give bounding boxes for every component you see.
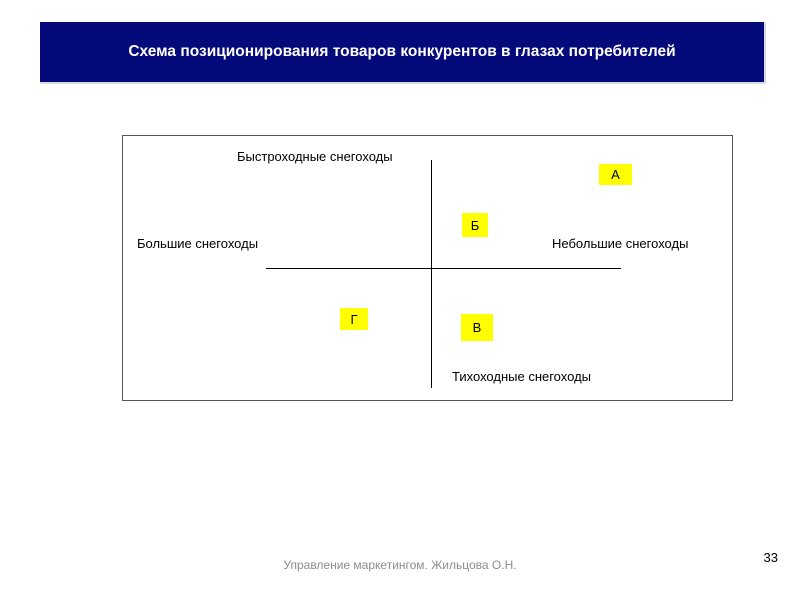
- competitor-marker-a: А: [599, 164, 632, 185]
- axis-label-bottom: Тихоходные снегоходы: [452, 369, 591, 384]
- slide-title: Схема позиционирования товаров конкурентов в глазах потребителей: [128, 43, 676, 60]
- axis-label-left: Большие снегоходы: [137, 236, 259, 251]
- axis-label-top: Быстроходные снегоходы: [237, 149, 393, 164]
- title-bar: [40, 22, 766, 84]
- vertical-axis: [431, 160, 432, 388]
- competitor-marker-v: В: [461, 314, 493, 341]
- horizontal-axis: [266, 268, 621, 269]
- footer-author: Управление маркетингом. Жильцова О.Н.: [283, 558, 517, 572]
- axis-label-right: Небольшие снегоходы: [552, 236, 689, 251]
- competitor-marker-g: Г: [340, 308, 368, 330]
- page-number: 33: [763, 550, 778, 565]
- competitor-marker-b: Б: [462, 213, 488, 237]
